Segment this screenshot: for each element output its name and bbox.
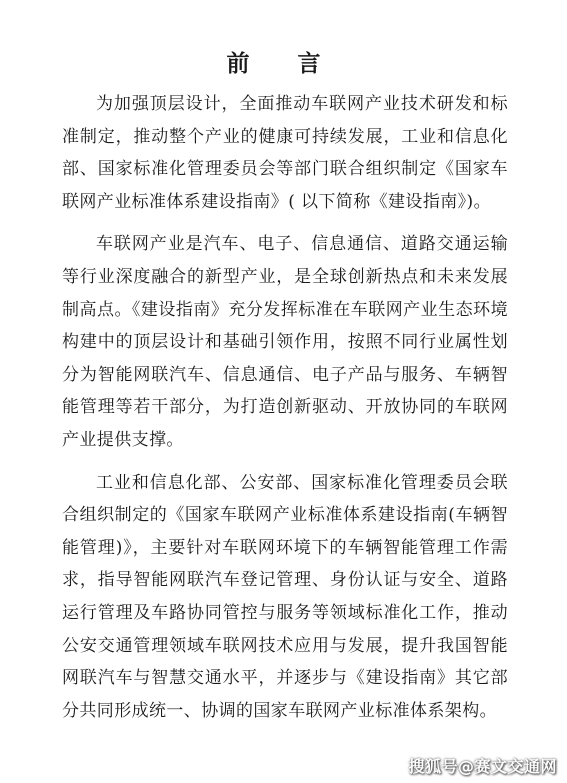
page-title: 前 言	[226, 50, 341, 77]
sohu-watermark: 搜狐号@赛文交通网	[408, 757, 557, 776]
paragraph-3: 工业和信息化部、公安部、国家标准化管理委员会联合组织制定的《国家车联网产业标准体系建设指南(车辆智能管理)》，主要针对车联网环境下的车辆智能管理工作需求，指导智能网联汽车登记管理、身份认证与安全、道路运行管理及车路协同管控与服务等领域标准化工作，推动公安交通管理领域车联网技术应用与发展，提升我国智能网联汽车与智慧交通水平，并逐步与《建设指南》其它部分共同形成统一、协调的国家车联网产业标准体系架构。	[62, 472, 508, 721]
paragraph-2: 车联网产业是汽车、电子、信息通信、道路交通运输等行业深度融合的新型产业，是全球创新热点和未来发展制高点。《建设指南》充分发挥标准在车联网产业生态环境构建中的顶层设计和基础引领作用，按照不同行业属性划分为智能网联汽车、信息通信、电子产品与服务、车辆智能管理等若干部分，为打造创新驱动、开放协同的车联网产业提供支撑。	[62, 234, 508, 450]
paragraph-1: 为加强顶层设计，全面推动车联网产业技术研发和标准制定，推动整个产业的健康可持续发展，工业和信息化部、国家标准化管理委员会等部门联合组织制定《国家车联网产业标准体系建设指南》( 以下简称《建设指南》)。	[62, 94, 508, 212]
document-body	[62, 88, 508, 727]
